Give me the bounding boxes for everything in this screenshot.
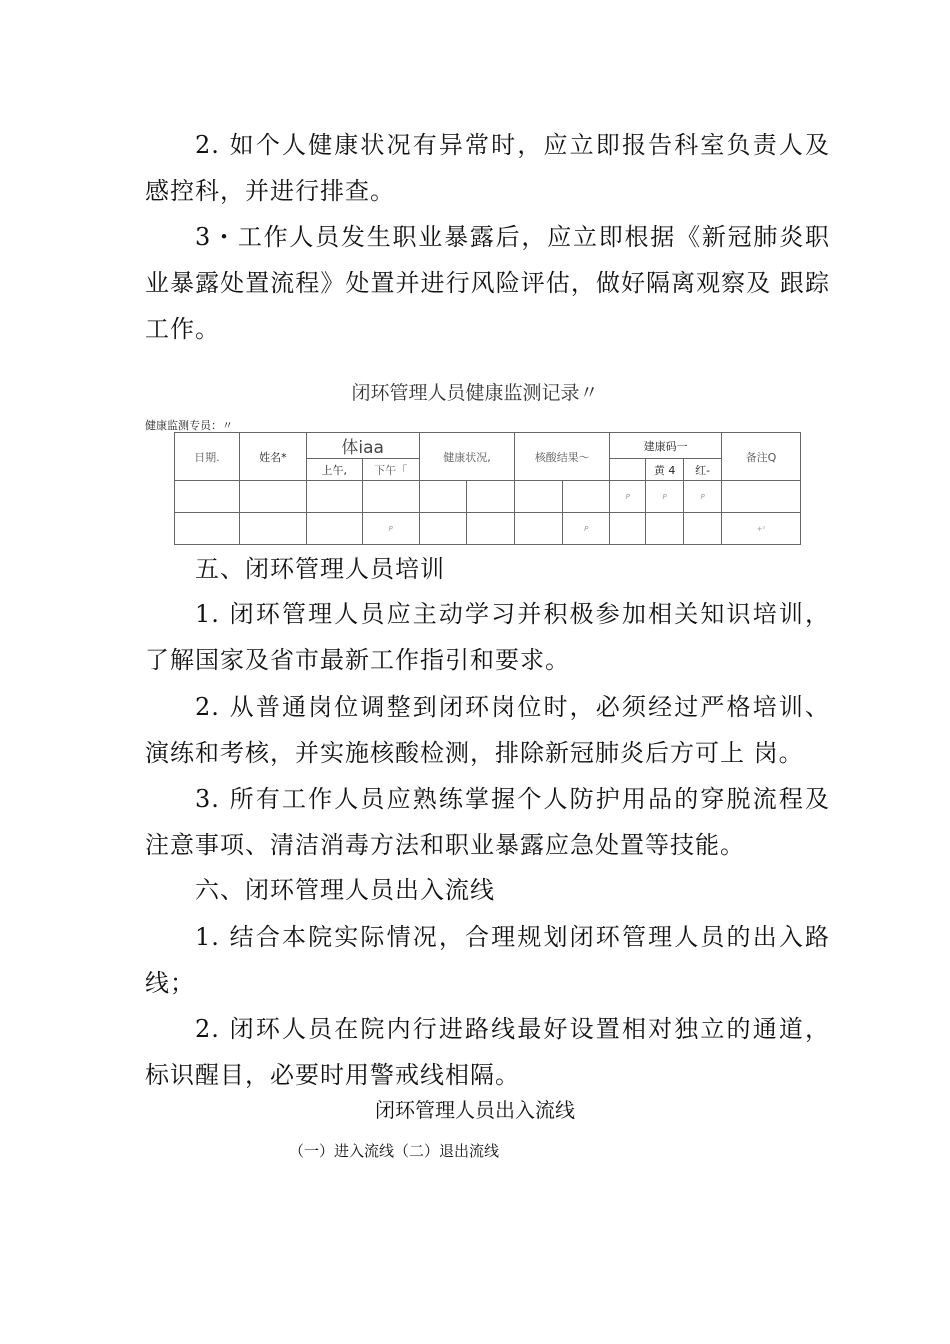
cell (563, 481, 610, 513)
cell (306, 513, 362, 545)
table-row (175, 513, 801, 545)
header-red: 红- (684, 459, 722, 481)
cell (610, 513, 646, 545)
cell-mark: P (684, 481, 722, 513)
header-green (610, 459, 646, 481)
paragraph-text: 1. 结合本院实际情况，合理规划闭环管理人员的出入路线； (145, 923, 830, 997)
cell (467, 513, 515, 545)
header-am: 上午, (306, 459, 362, 481)
cell (419, 481, 467, 513)
header-name: 姓名* (239, 433, 306, 481)
section5-paragraph-2 (145, 684, 830, 776)
cell (239, 481, 306, 513)
section6-paragraph-2 (145, 1006, 830, 1098)
cell-mark: +¹ (722, 513, 801, 545)
header-remark: 备注Q (722, 433, 801, 481)
section5-paragraph-1 (145, 591, 830, 683)
cell (175, 481, 240, 513)
cell (175, 513, 240, 545)
cell (362, 481, 419, 513)
header-health-code: 建康码一 (610, 433, 722, 459)
flow-subtitle: （一）进入流线（二）退出流线 (289, 1142, 500, 1160)
paragraph-text: 2. 闭环人员在院内行进路线最好设置相对独立的通道， 标识醒目，必要时用警戒线相隔。 (145, 1015, 830, 1089)
recorder-label: 健康监测专员：〃 (145, 419, 233, 432)
header-pm: 下午「 (362, 459, 419, 481)
header-health: 健康状况, (419, 433, 515, 481)
paragraph-text: 1. 闭环管理人员应主动学习并积极参加相关知识培训， 了解国家及省市最新工作指引和要求。 (145, 600, 830, 674)
header-yellow: 黄 4 (646, 459, 684, 481)
section5-paragraph-3 (145, 776, 830, 868)
paragraph-text: 3・工作人员发生职业暴露后，应立即根据《新冠肺炎职 业暴露处置流程》处置并进行风险评估，做好隔离观察及 跟踪工作。 (145, 223, 830, 343)
paragraph-health-abnormal (145, 122, 830, 214)
header-temperature: 体iaa (306, 433, 419, 459)
cell (646, 513, 684, 545)
section6-paragraph-1 (145, 914, 830, 1006)
section5-heading: 五、闭环管理人员培训 (195, 555, 445, 583)
table-header-row (175, 433, 801, 459)
paragraph-text: 2. 如个人健康状况有异常时，应立即报告科室负责人及 感控科，并进行排查。 (145, 131, 830, 205)
cell-mark: P (563, 513, 610, 545)
table-row (175, 481, 801, 513)
header-date: 日期. (175, 433, 240, 481)
cell (684, 513, 722, 545)
cell (306, 481, 362, 513)
section6-heading: 六、闭环管理人员出入流线 (195, 876, 495, 904)
cell (239, 513, 306, 545)
cell (419, 513, 467, 545)
cell-mark: P (646, 481, 684, 513)
cell-mark: P (610, 481, 646, 513)
cell (515, 481, 563, 513)
paragraph-occupational-exposure (145, 214, 830, 352)
flow-title: 闭环管理人员出入流线 (375, 1098, 575, 1122)
health-monitor-table (174, 432, 801, 545)
table-title: 闭环管理人员健康监测记录〃 (351, 382, 599, 404)
cell (722, 481, 801, 513)
cell (467, 481, 515, 513)
cell (515, 513, 563, 545)
paragraph-text: 3. 所有工作人员应熟练掌握个人防护用品的穿脱流程及 注意事项、清洁消毒方法和职业暴露应急处置等技能。 (145, 785, 830, 859)
paragraph-text: 2. 从普通岗位调整到闭环岗位时，必须经过严格培训、 演练和考核，并实施核酸检测，排除新冠肺炎后方可上 岗。 (145, 693, 830, 767)
cell-mark: P (362, 513, 419, 545)
header-nucleic: 核酸结果〜 (515, 433, 610, 481)
